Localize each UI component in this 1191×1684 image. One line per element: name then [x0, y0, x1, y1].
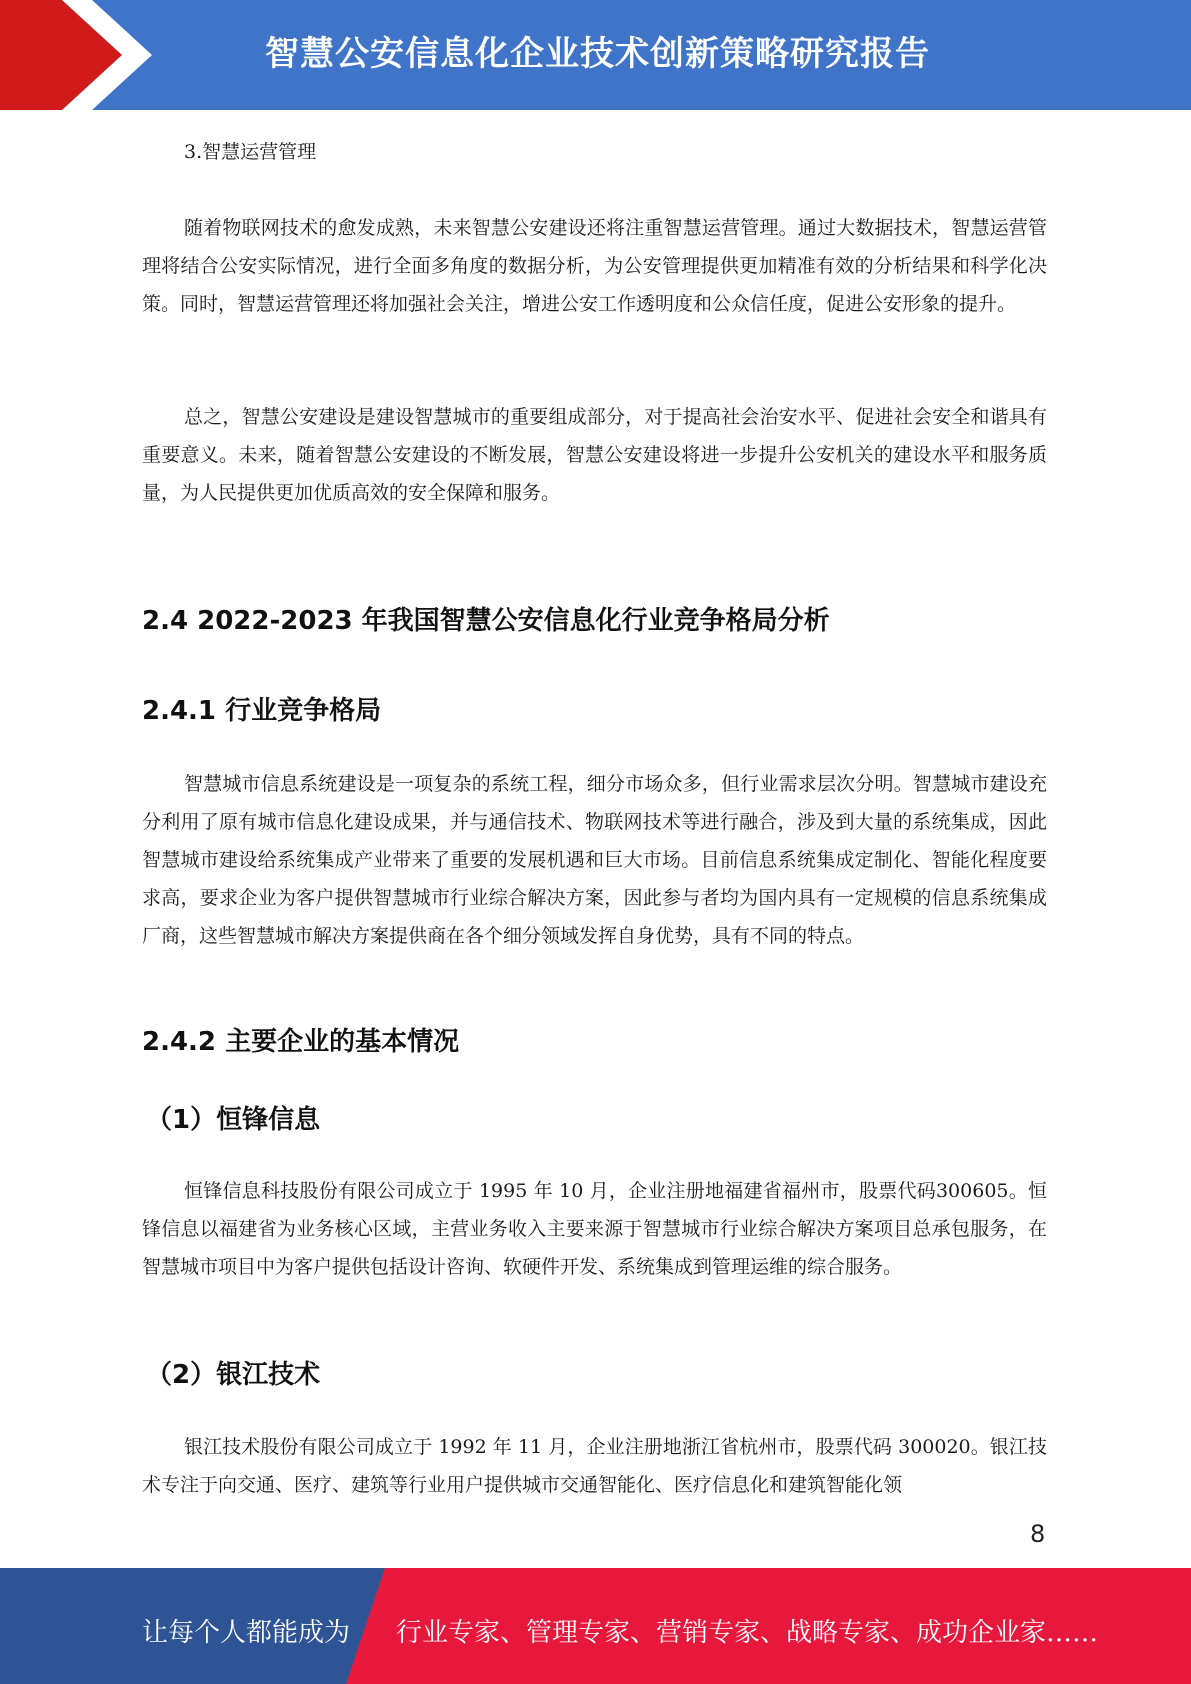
paragraph-3 — [142, 765, 1047, 955]
paragraph-1 — [142, 209, 1047, 323]
section-heading-2-4: 2.4 2022-2023 年我国智慧公安信息化行业竞争格局分析 — [142, 606, 830, 636]
header-title: 智慧公安信息化企业技术创新策略研究报告 — [265, 34, 930, 74]
paragraph-2 — [142, 398, 1047, 512]
section-heading-2-4-1: 2.4.1 行业竞争格局 — [142, 696, 382, 726]
subheading-smart-operation: 3.智慧运营管理 — [184, 141, 317, 163]
company-heading-2: （2）银江技术 — [146, 1360, 321, 1390]
section-heading-2-4-2: 2.4.2 主要企业的基本情况 — [142, 1027, 460, 1057]
company-heading-1: （1）恒锋信息 — [146, 1105, 321, 1135]
paragraph-5-text: 银江技术股份有限公司成立于 1992 年 11 月，企业注册地浙江省杭州市，股票代码 300020。银江技术专注于向交通、医疗、建筑等行业用户提供城市交通智能化、医疗信息化和建筑智能化领 — [142, 1436, 1047, 1496]
footer-slogan-right: 行业专家、管理专家、营销专家、战略专家、成功企业家…… — [396, 1618, 1099, 1648]
page-header — [0, 0, 1191, 110]
paragraph-4 — [142, 1172, 1047, 1286]
paragraph-5 — [142, 1428, 1047, 1504]
paragraph-3-text: 智慧城市信息系统建设是一项复杂的系统工程，细分市场众多，但行业需求层次分明。智慧城市建设充分利用了原有城市信息化建设成果，并与通信技术、物联网技术等进行融合，涉及到大量的系统集成，因此智慧城市建设给系统集成产业带来了重要的发展机遇和巨大市场。目前信息系统集成定制化、智能化程度要求高，要求企业为客户提供智慧城市行业综合解决方案，因此参与者均为国内具有一定规模的信息系统集成厂商，这些智慧城市解决方案提供商在各个细分领域发挥自身优势，具有不同的特点。 — [142, 773, 1047, 947]
footer-slogan-left: 让每个人都能成为 — [142, 1618, 351, 1648]
paragraph-2-text: 总之，智慧公安建设是建设智慧城市的重要组成部分，对于提高社会治安水平、促进社会安全和谐具有重要意义。未来，随着智慧公安建设的不断发展，智慧公安建设将进一步提升公安机关的建设水平和服务质量，为人民提供更加优质高效的安全保障和服务。 — [142, 406, 1047, 504]
paragraph-1-text: 随着物联网技术的愈发成熟，未来智慧公安建设还将注重智慧运营管理。通过大数据技术，智慧运营管理将结合公安实际情况，进行全面多角度的数据分析，为公安管理提供更加精准有效的分析结果和科学化决策。同时，智慧运营管理还将加强社会关注，增进公安工作透明度和公众信任度，促进公安形象的提升。 — [142, 217, 1047, 315]
page-number: 8 — [1030, 1520, 1046, 1548]
paragraph-4-text: 恒锋信息科技股份有限公司成立于 1995 年 10 月，企业注册地福建省福州市，股票代码300605。恒锋信息以福建省为业务核心区域，主营业务收入主要来源于智慧城市行业综合解决方案项目总承包服务，在智慧城市项目中为客户提供包括设计咨询、软硬件开发、系统集成到管理运维的综合服务。 — [142, 1180, 1047, 1278]
page-footer — [0, 1568, 1191, 1684]
